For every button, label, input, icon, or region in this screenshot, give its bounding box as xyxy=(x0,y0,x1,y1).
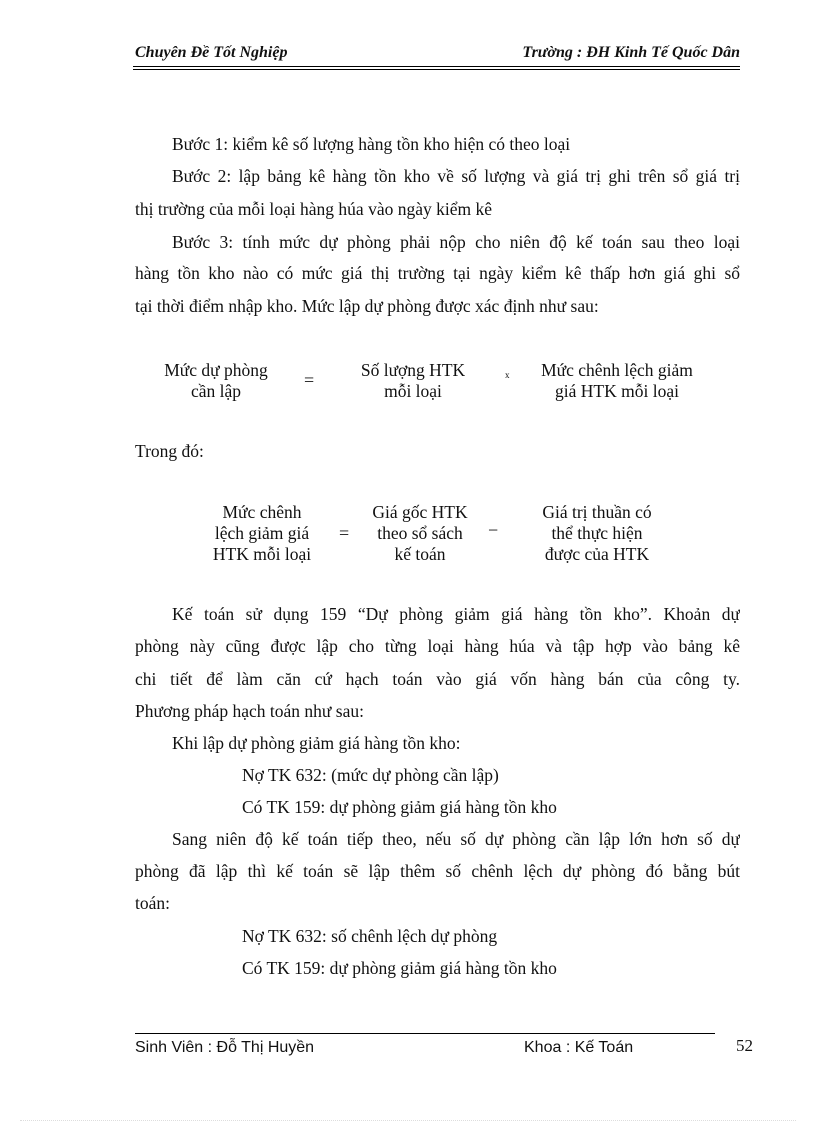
step3-line2: hàng tồn kho nào có mức giá thị trường tại ngày kiểm kê thấp hơn giá ghi sổ xyxy=(135,263,740,283)
formula1-rhs xyxy=(522,360,712,402)
step3-line1: Bước 3: tính mức dự phòng phải nộp cho niên độ kế toán sau theo loại xyxy=(172,232,740,252)
p1-line4: Phương pháp hạch toán như sau: xyxy=(135,701,364,721)
p1-line1: Kế toán sử dụng 159 “Dự phòng giảm giá hàng tồn kho”. Khoản dự xyxy=(172,604,740,624)
formula2-lhs-line1: Mức chênh xyxy=(222,502,302,522)
formula1-mid xyxy=(346,360,480,402)
formula1-rhs-line2: giá HTK mỗi loại xyxy=(555,381,679,401)
header-title-left: Chuyên Đề Tốt Nghiệp xyxy=(135,44,288,61)
step3-line3: tại thời điểm nhập kho. Mức lập dự phòng được xác định như sau: xyxy=(135,296,599,316)
p1-line3: chi tiết để làm căn cứ hạch toán vào giá vốn hàng bán của công ty. xyxy=(135,669,740,689)
entry1-debit: Nợ TK 632: (mức dự phòng cần lập) xyxy=(242,765,499,785)
entry2-debit: Nợ TK 632: số chênh lệch dự phòng xyxy=(242,926,498,946)
formula2-rhs xyxy=(522,502,672,565)
step1-text: Bước 1: kiểm kê số lượng hàng tồn kho hiện có theo loại xyxy=(172,134,571,154)
formula2-lhs-line3: HTK mỗi loại xyxy=(212,544,312,564)
header-divider xyxy=(133,66,740,70)
entry2-credit: Có TK 159: dự phòng giảm giá hàng tồn kho xyxy=(242,958,557,978)
p2-text: Khi lập dự phòng giảm giá hàng tồn kho: xyxy=(172,733,461,753)
formula1-mid-line1: Số lượng HTK xyxy=(360,360,466,380)
step2-line2: thị trường của mỗi loại hàng húa vào ngày kiểm kê xyxy=(135,199,492,219)
formula2-rhs-line3: được của HTK xyxy=(544,544,650,564)
formula1-lhs-line2: cần lập xyxy=(190,381,242,401)
footer-student: Sinh Viên : Đỗ Thị Huyền xyxy=(135,1039,315,1056)
formula2-mid-line1: Giá gốc HTK xyxy=(372,502,468,522)
page-number: 52 xyxy=(736,1036,753,1055)
formula1-rhs-line1: Mức chênh lệch giảm xyxy=(541,360,693,380)
formula1-lhs-line1: Mức dự phòng xyxy=(164,360,268,380)
formula2-lhs-line2: lệch giảm giá xyxy=(214,523,310,543)
formula2-minus: − xyxy=(488,520,499,540)
formula2-mid-line3: kế toán xyxy=(394,544,446,564)
footer-faculty: Khoa : Kế Toán xyxy=(524,1039,634,1056)
formula1-equals: = xyxy=(304,370,315,390)
formula2-equals: = xyxy=(339,523,350,543)
p1-line2: phòng này cũng được lập cho từng loại hàng húa và tập hợp vào bảng kê xyxy=(135,636,740,656)
header-title-right: Trường : ĐH Kinh Tế Quốc Dân xyxy=(522,44,740,61)
formula1-multiply: x xyxy=(505,370,510,380)
footer-divider xyxy=(135,1033,715,1034)
p3-line2: phòng đã lập thì kế toán sẽ lập thêm số chênh lệch dự phòng đó bằng bút xyxy=(135,861,740,881)
formula2-rhs-line2: thể thực hiện xyxy=(551,523,643,543)
p3-line1: Sang niên độ kế toán tiếp theo, nếu số dự phòng cần lập lớn hơn số dự xyxy=(172,829,740,849)
formula1-mid-line2: mỗi loại xyxy=(384,381,442,401)
page-edge xyxy=(20,1120,796,1121)
formula2-mid xyxy=(360,502,480,565)
formula2-mid-line2: theo sổ sách xyxy=(377,523,463,543)
formula2-rhs-line1: Giá trị thuần có xyxy=(542,502,652,522)
formula2-lhs xyxy=(198,502,326,565)
step2-line1: Bước 2: lập bảng kê hàng tồn kho về số lượng và giá trị ghi trên sổ giá trị xyxy=(172,166,740,186)
trong-do-label: Trong đó: xyxy=(135,441,204,461)
formula1-lhs xyxy=(150,360,282,402)
p3-line3: toán: xyxy=(135,893,170,913)
entry1-credit: Có TK 159: dự phòng giảm giá hàng tồn kho xyxy=(242,797,557,817)
